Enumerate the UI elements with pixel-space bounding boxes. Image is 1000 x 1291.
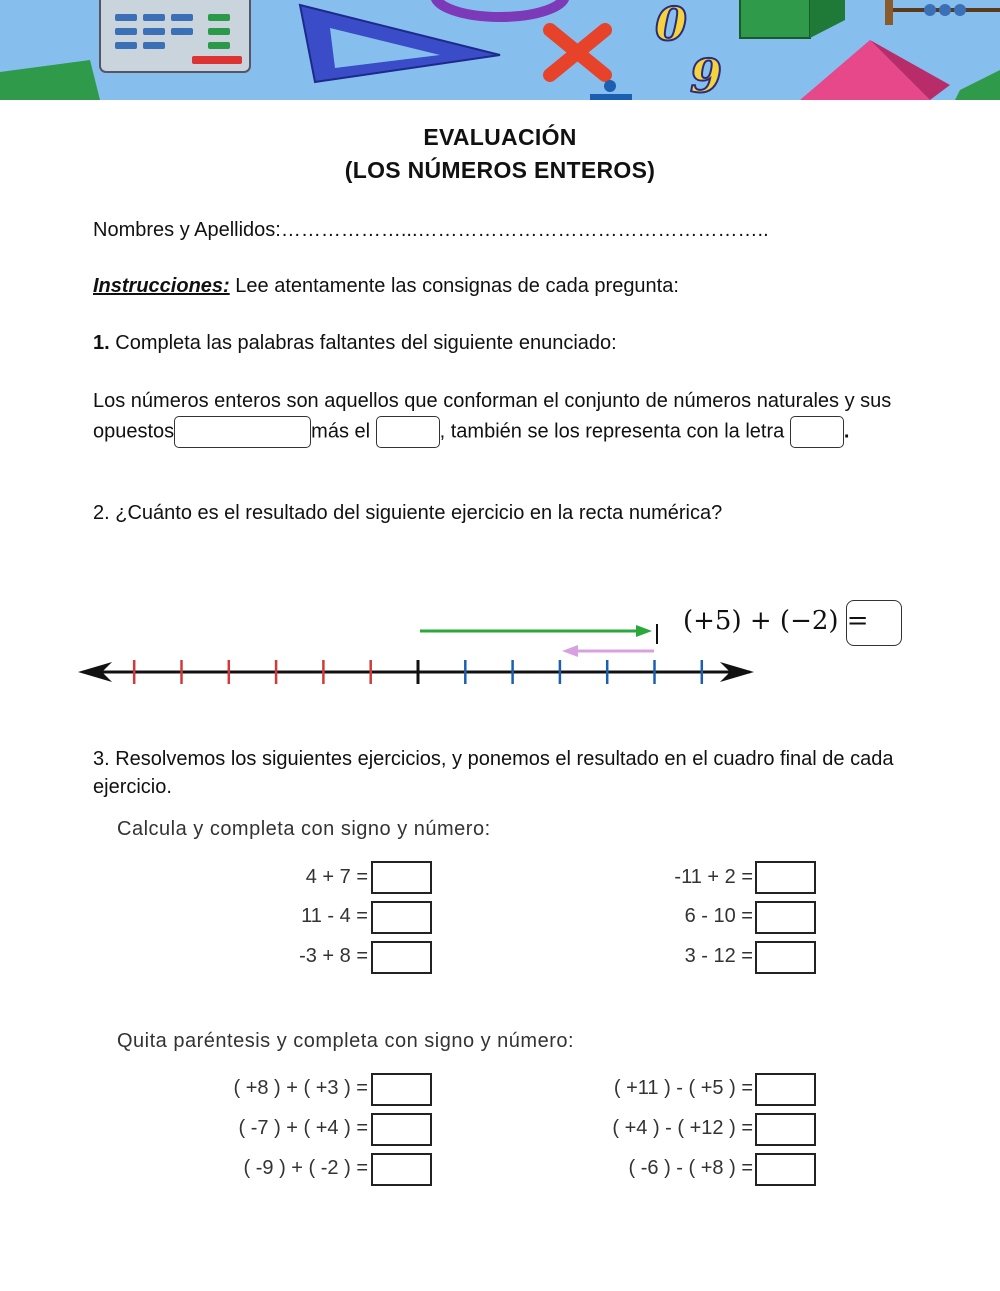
q1-sentence-part-c: , también se los representa con la letra — [439, 419, 785, 442]
q1-sentence-part-b: más el — [311, 419, 371, 442]
instructions-label: Instrucciones: — [93, 275, 230, 297]
q2-answer-box[interactable] — [846, 600, 902, 646]
q3a-right-exercise-1: -11 + 2 = — [674, 866, 753, 888]
q3b-right-exercise-2: ( +4 ) - ( +12 ) = — [612, 1117, 753, 1139]
q1-blank-cero[interactable] — [376, 416, 440, 448]
q3b-left-exercise-3: ( -9 ) + ( -2 ) = — [243, 1157, 368, 1179]
q1-prompt: Completa las palabras faltantes del siguiente enunciado: — [115, 332, 617, 354]
student-name-label: Nombres y Apellidos: — [93, 219, 281, 241]
student-name-row — [93, 219, 769, 242]
q1-sentence-part-a: Los números enteros son aquellos que conforman el conjunto de números naturales y sus opuestos — [93, 390, 892, 442]
q3b-right-answer-1[interactable] — [755, 1073, 816, 1106]
q3a-left-answer-1[interactable] — [371, 861, 432, 894]
page-title: EVALUACIÓN — [423, 124, 577, 150]
q3b-left-exercise-1: ( +8 ) + ( +3 ) = — [233, 1077, 368, 1099]
q3-prompt: 3. Resolvemos los siguientes ejercicios, y ponemos el resultado en el cuadro final de cada ejercicio. — [93, 748, 894, 798]
q3a-left-exercise-1: 4 + 7 = — [305, 866, 368, 888]
q2-expression: (+5) + (−2) = — [683, 606, 869, 636]
q3a-right-exercise-2: 6 - 10 = — [684, 905, 753, 927]
q3a-left-answer-2[interactable] — [371, 901, 432, 934]
q3a-right-exercise-3: 3 - 12 = — [684, 945, 753, 967]
q1-number: 1. — [93, 332, 110, 354]
q3a-left-exercise-2: 11 - 4 = — [301, 905, 368, 927]
q1-blank-opuestos[interactable] — [174, 416, 311, 448]
q3b-left-answer-1[interactable] — [371, 1073, 432, 1106]
q1-sentence-end: . — [843, 419, 850, 442]
q1-sentence — [93, 387, 904, 448]
q3b-left-exercise-2: ( -7 ) + ( +4 ) = — [238, 1117, 368, 1139]
q3b-right-exercise-1: ( +11 ) - ( +5 ) = — [613, 1077, 753, 1099]
banner-illustration — [0, 0, 1000, 100]
q3-section-b-title: Quita paréntesis y completa con signo y número: — [117, 1030, 575, 1052]
svg-text:0: 0 — [655, 0, 688, 51]
student-name-field[interactable]: ………………...…………………………………………….. — [280, 219, 769, 241]
q2-prompt: 2. ¿Cuánto es el resultado del siguiente ejercicio en la recta numérica? — [93, 502, 723, 524]
calculator-icon — [100, 0, 250, 72]
page-subtitle: (LOS NÚMEROS ENTEROS) — [344, 157, 656, 183]
q3-section-a-title: Calcula y completa con signo y número: — [117, 818, 491, 840]
q3b-right-answer-2[interactable] — [755, 1113, 816, 1146]
q3b-right-exercise-3: ( -6 ) - ( +8 ) = — [628, 1157, 753, 1179]
q3a-right-answer-3[interactable] — [755, 941, 816, 974]
q3b-left-answer-3[interactable] — [371, 1153, 432, 1186]
q3a-right-answer-1[interactable] — [755, 861, 816, 894]
plus-five-arrowhead — [636, 625, 652, 637]
q3b-right-answer-3[interactable] — [755, 1153, 816, 1186]
instructions-row — [93, 275, 679, 298]
q3a-left-answer-3[interactable] — [371, 941, 432, 974]
minus-two-arrowhead — [562, 645, 578, 657]
instructions-text: Lee atentamente las consignas de cada pregunta: — [235, 275, 679, 297]
q3a-right-answer-2[interactable] — [755, 901, 816, 934]
q1-blank-letra[interactable] — [790, 416, 844, 448]
math-banner — [0, 0, 1000, 100]
q3a-left-exercise-3: -3 + 8 = — [299, 945, 368, 967]
q1-prompt-row — [93, 332, 617, 355]
svg-text:9: 9 — [690, 49, 723, 100]
q3b-left-answer-2[interactable] — [371, 1113, 432, 1146]
